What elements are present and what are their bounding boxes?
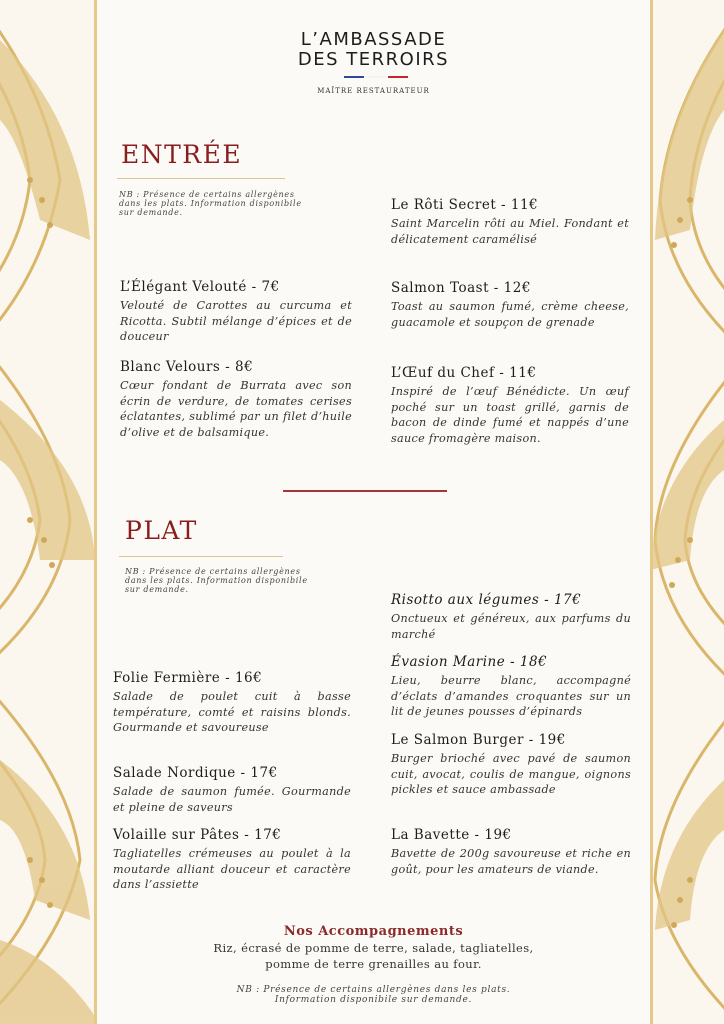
item-desc: Lieu, beurre blanc, accompagné d’éclats d’amandes croquantes sur un lit de jeunes pousses d’épinards: [391, 674, 631, 718]
item-desc: Cœur fondant de Burrata avec son écrin de verdure, de tomates cerises éclatantes, sublimé par un filet d’huile d’olive et de balsamique.: [120, 379, 352, 439]
item-name: Risotto aux légumes - 17€: [391, 592, 582, 608]
item-desc: Tagliatelles crémeuses au poulet à la moutarde alliant douceur et caractère dans l’assiette: [113, 847, 351, 891]
item-desc: Burger brioché avec pavé de saumon cuit, avocat, coulis de mangue, oignons pickles et sauce ambassade: [391, 752, 631, 796]
item-desc: Salade de saumon fumée. Gourmande et pleine de saveurs: [113, 785, 351, 814]
menu-item: [391, 827, 631, 877]
footer-allergen-note: [97, 985, 650, 1005]
item-desc: Salade de poulet cuit à basse température, comté et raisins blonds. Gourmande et savoureuse: [113, 690, 351, 734]
item-desc: Velouté de Carottes au curcuma et Ricotta. Subtil mélange d’épices et de douceur: [120, 299, 352, 343]
menu-item: [391, 592, 631, 642]
item-name: Folie Fermière - 16€: [113, 670, 263, 686]
flag-red: [388, 76, 408, 78]
plat-rule: [119, 556, 283, 557]
item-desc: Bavette de 200g savoureuse et riche en goût, pour les amateurs de viande.: [391, 847, 631, 876]
item-name: Salmon Toast - 12€: [391, 280, 531, 296]
brand-line-1: L’AMBASSADE: [300, 29, 447, 50]
menu-item: [391, 365, 629, 446]
left-ornament: [0, 0, 100, 1024]
menu-item: [120, 359, 352, 440]
menu-item: [391, 732, 631, 798]
menu-item: [391, 654, 631, 720]
subtitle: MAÎTRE RESTAURATEUR: [317, 87, 430, 95]
mandala-ornament-right: [650, 0, 724, 1024]
item-name: Salade Nordique - 17€: [113, 765, 278, 781]
section-divider: [283, 490, 447, 492]
menu-item: [391, 197, 629, 247]
menu-panel: [97, 0, 650, 1024]
item-desc: Toast au saumon fumé, crème cheese, guacamole et soupçon de grenade: [391, 300, 629, 329]
menu-item: [113, 827, 351, 893]
item-name: Le Salmon Burger - 19€: [391, 732, 566, 748]
item-name: L’Élégant Velouté - 7€: [120, 279, 280, 295]
plat-allergen-note: NB : Présence de certains allergènes dans les plats. Information disponibile sur demande.: [125, 567, 308, 594]
brand-line-2: DES TERROIRS: [297, 49, 450, 70]
item-name: La Bavette - 19€: [391, 827, 512, 843]
menu-item: [120, 279, 352, 345]
menu-item: [113, 765, 351, 815]
accompagnements-list: Riz, écrasé de pomme de terre, salade, tagliatelles, pomme de terre grenailles au four.: [213, 941, 534, 971]
accompagnements-title: Nos Accompagnements: [283, 924, 464, 939]
item-name: Volaille sur Pâtes - 17€: [113, 827, 282, 843]
item-desc: Saint Marcelin rôti au Miel. Fondant et délicatement caramélisé: [391, 217, 629, 246]
item-name: Le Rôti Secret - 11€: [391, 197, 539, 213]
entree-allergen-note: NB : Présence de certains allergènes dans les plats. Information disponibile sur demande.: [119, 190, 302, 217]
menu-item: [113, 670, 351, 736]
item-name: L’Œuf du Chef - 11€: [391, 365, 537, 381]
item-desc: Onctueux et généreux, aux parfums du marché: [391, 612, 631, 641]
right-border: [650, 0, 653, 1024]
mandala-ornament-left: [0, 0, 100, 1024]
flag-white: [366, 76, 386, 78]
entree-title: ENTRÉE: [121, 140, 243, 169]
menu-item: [391, 280, 629, 330]
flag-blue: [344, 76, 364, 78]
plat-title: PLAT: [125, 516, 198, 545]
right-ornament: [650, 0, 724, 1024]
footer-note-text: NB : Présence de certains allergènes dans les plats. Information disponibile sur demande.: [236, 985, 511, 1005]
item-name: Blanc Velours - 8€: [120, 359, 254, 375]
entree-rule: [117, 178, 285, 179]
item-desc: Inspiré de l’œuf Bénédicte. Un œuf poché sur un toast grillé, garnis de bacon de dinde fumé et nappés d’une sauce fromagère maison.: [391, 385, 629, 445]
item-name: Évasion Marine - 18€: [391, 654, 548, 670]
accompagnements-text: [97, 940, 650, 972]
